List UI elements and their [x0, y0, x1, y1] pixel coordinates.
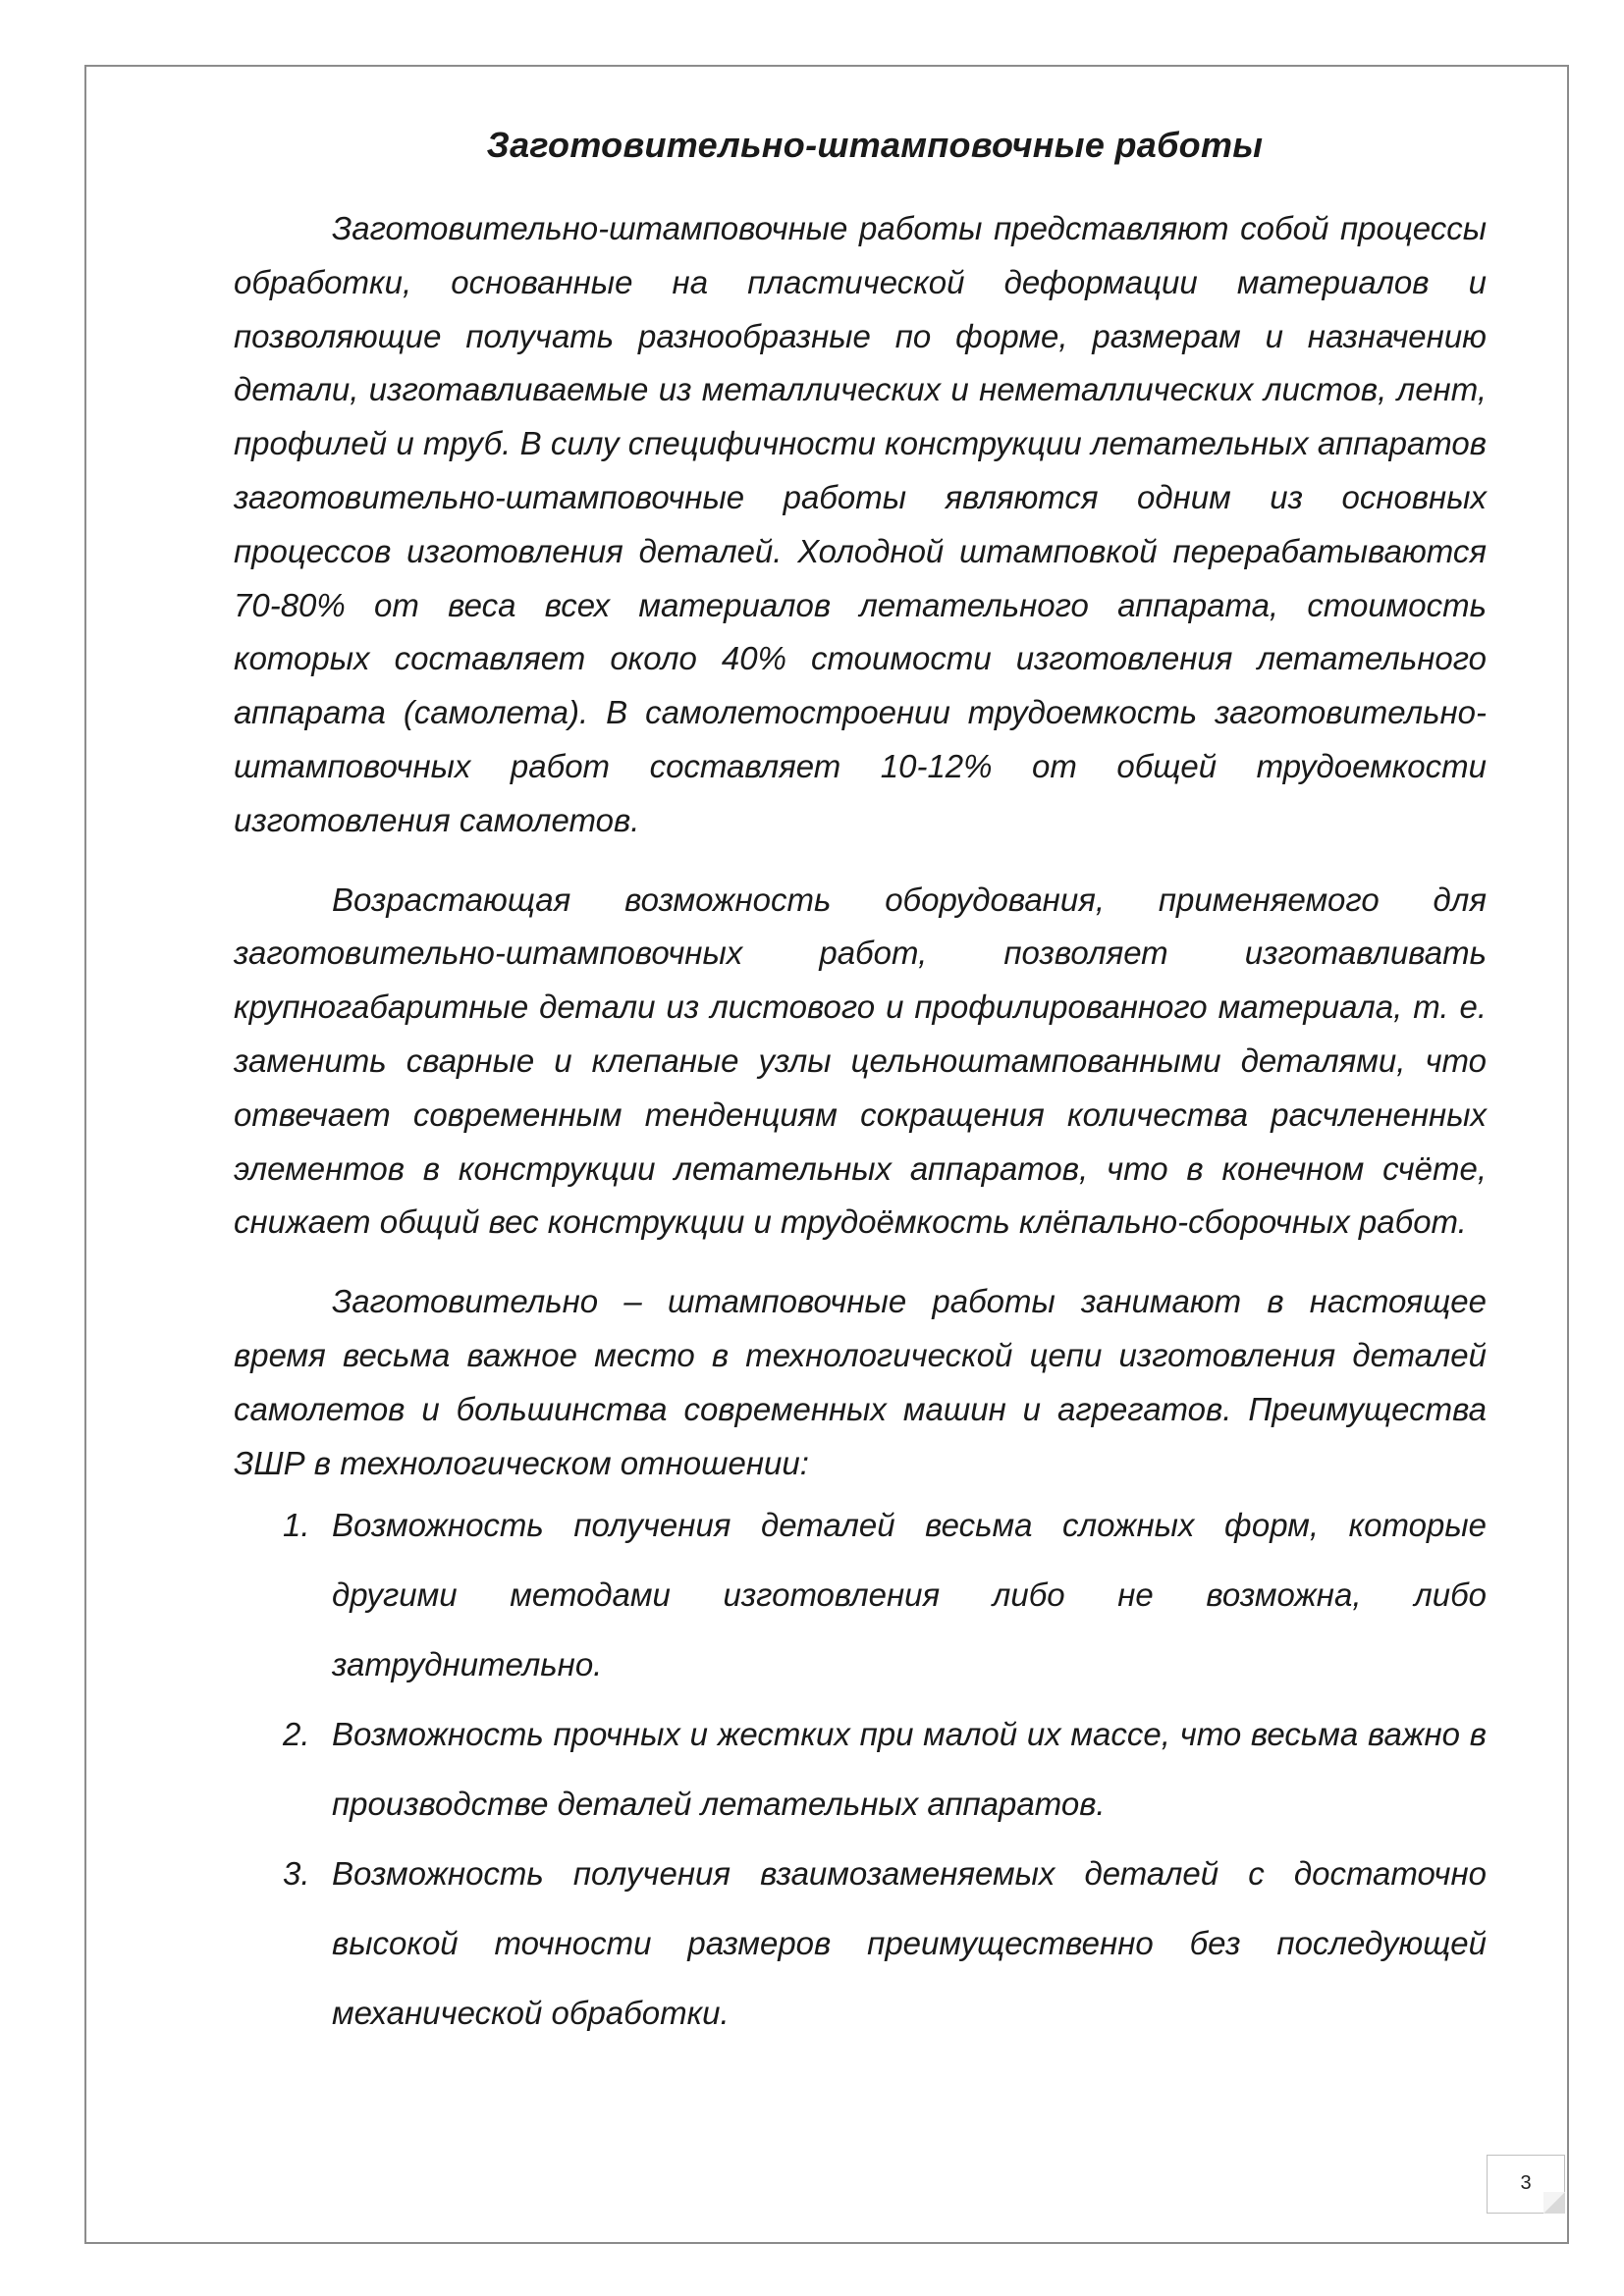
list-item-number: 1.: [283, 1507, 310, 1544]
list-item-number: 2.: [283, 1716, 310, 1753]
paragraph-intro: Заготовительно-штамповочные работы представляют собой процессы обработки, основанные на пластической деформации материалов и позволяющие получать разнообразные по форме, размерам и назначению детали, изготавливаемые из металлических и неметаллических листов, лент, профилей и труб. В силу специфичности конструкции летательных аппаратов заготовительно-штамповочные работы являются одним из основных процессов изготовления деталей. Холодной штамповкой перерабатываются 70-80% от веса всех материалов летательного аппарата, стоимость которых составляет около 40% стоимости изготовления летательного аппарата (самолета). В самолетостроении трудоемкость заготовительно-штамповочных работ составляет 10-12% от общей трудоемкости изготовления самолетов.: [234, 210, 1487, 838]
list-item: [234, 1839, 1487, 2048]
list-item: [234, 1490, 1487, 1699]
document-body: [234, 116, 1487, 2048]
list-item-text: Возможность получения деталей весьма сложных форм, которые другими методами изготовления либо не возможна, либо затруднительно.: [332, 1507, 1487, 1683]
page-curl-icon: [1543, 2192, 1565, 2214]
list-item-number: 3.: [283, 1855, 310, 1893]
page-number-text: 3: [1520, 2172, 1532, 2194]
paragraph-equipment: Возрастающая возможность оборудования, применяемого для заготовительно-штамповочных работ, позволяет изготавливать крупногабаритные детали из листового и профилированного материала, т. е. заменить сварные и клепаные узлы цельноштампованными деталями, что отвечает современным тенденциям сокращения количества расчлененных элементов в конструкции летательных аппаратов, что в конечном счёте, снижает общий вес конструкции и трудоёмкость клёпально-сборочных работ.: [234, 881, 1487, 1241]
paragraph-advantages-intro: Заготовительно – штамповочные работы занимают в настоящее время весьма важное место в технологической цепи изготовления деталей самолетов и большинства современных машин и агрегатов. Преимущества ЗШР в технологическом отношении:: [234, 1283, 1487, 1481]
advantages-list: [234, 1490, 1487, 2048]
page-number: [1487, 2155, 1565, 2214]
list-item: [234, 1699, 1487, 1839]
list-item-text: Возможность получения взаимозаменяемых деталей с достаточно высокой точности размеров преимущественно без последующей механической обработки.: [332, 1855, 1487, 2032]
document-title: Заготовительно-штамповочные работы: [486, 125, 1264, 165]
list-item-text: Возможность прочных и жестких при малой их массе, что весьма важно в производстве деталей летательных аппаратов.: [332, 1716, 1487, 1823]
